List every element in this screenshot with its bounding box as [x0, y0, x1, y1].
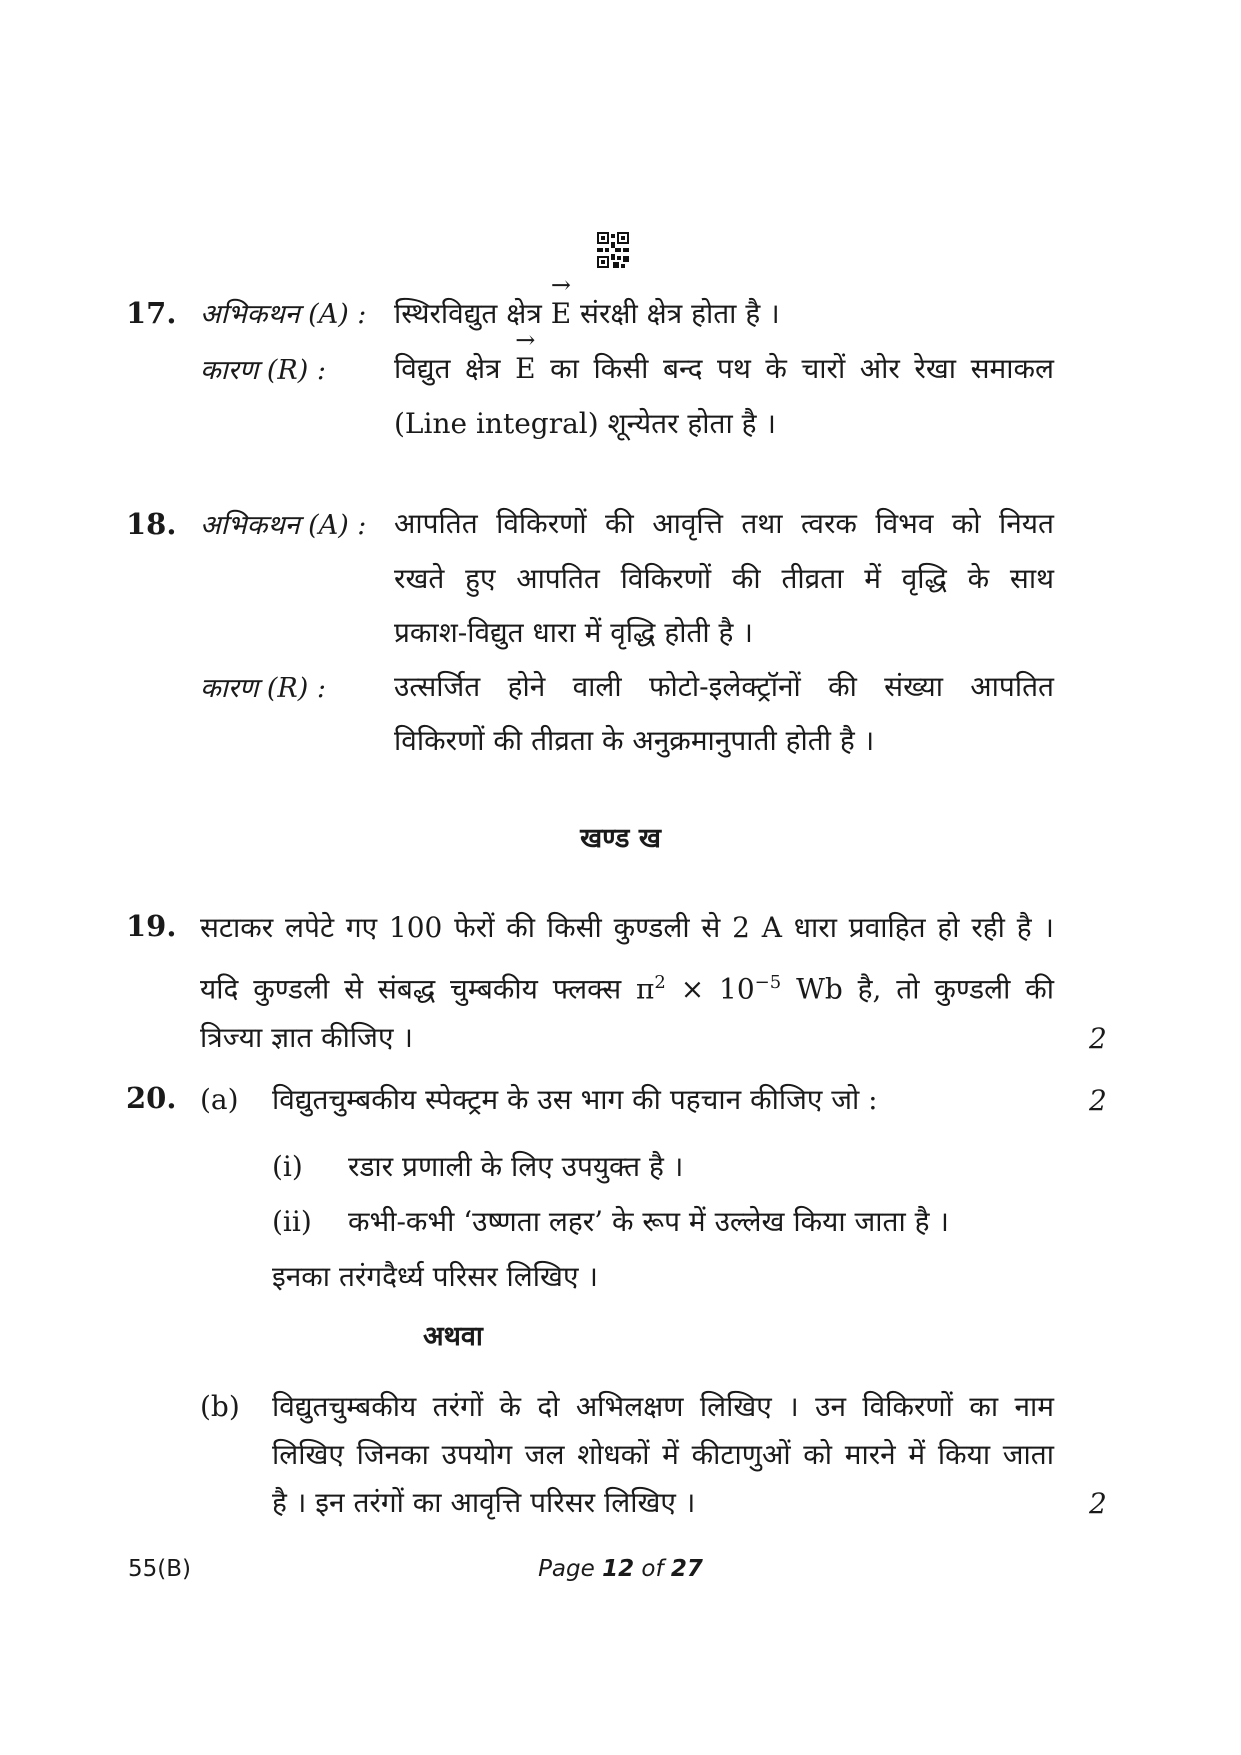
- section-heading: खण्ड ख: [580, 823, 661, 854]
- question-number: 17.: [126, 296, 177, 330]
- page-indicator: Page 12 of 27: [538, 1556, 703, 1582]
- reason-text-line2: विकिरणों की तीव्रता के अनुक्रमानुपाती होती है ।: [394, 724, 875, 757]
- reason-label: कारण (R) :: [200, 673, 326, 704]
- subpart-b-line1: विद्युतचुम्बकीय तरंगों के दो अभिलक्षण लिखिए । उन विकिरणों का नाम: [272, 1390, 1054, 1423]
- subpart-label-a: (a): [200, 1083, 239, 1116]
- qr-code-icon: [597, 232, 629, 268]
- reason-label: कारण (R) :: [200, 355, 326, 386]
- assertion-text-line2: रखते हुए आपतित विकिरणों की तीव्रता में वृद्धि के साथ: [394, 562, 1054, 595]
- assertion-label: अभिकथन (A) :: [200, 510, 367, 541]
- reason-text-line1: विद्युत क्षेत्र → E का किसी बन्द पथ के चारों ओर रेखा समाकल: [394, 341, 1054, 396]
- item-ii-text: कभी-कभी ‘उष्णता लहर’ के रूप में उल्लेख किया जाता है ।: [348, 1205, 950, 1238]
- marks: 2: [1089, 1084, 1107, 1117]
- reason-text-line1: उत्सर्जित होने वाली फोटो-इलेक्ट्रॉनों की संख्या आपतित: [394, 670, 1054, 703]
- marks: 2: [1089, 1022, 1107, 1055]
- subpart-b-line2: लिखिए जिनका उपयोग जल शोधकों में कीटाणुओं को मारने में किया जाता: [272, 1438, 1054, 1471]
- reason-text-line2: (Line integral) शून्येतर होता है ।: [394, 407, 777, 440]
- or-divider: अथवा: [423, 1321, 483, 1352]
- question-text-line1: सटाकर लपेटे गए 100 फेरों की किसी कुण्डली से 2 A धारा प्रवाहित हो रही है ।: [200, 911, 1054, 944]
- assertion-text-line3: प्रकाश-विद्युत धारा में वृद्धि होती है ।: [394, 616, 753, 649]
- item-label-i: (i): [272, 1150, 303, 1183]
- vector-e: → E: [515, 341, 535, 396]
- question-number: 20.: [126, 1081, 177, 1115]
- paper-code: 55(B): [128, 1556, 191, 1582]
- subpart-label-b: (b): [200, 1390, 240, 1423]
- subpart-a-followup: इनका तरंगदैर्ध्य परिसर लिखिए ।: [272, 1260, 598, 1293]
- assertion-text-line1: आपतित विकिरणों की आवृत्ति तथा त्वरक विभव को नियत: [394, 507, 1054, 540]
- question-text-line3: त्रिज्या ज्ञात कीजिए ।: [200, 1021, 413, 1054]
- assertion-text: स्थिरविद्युत क्षेत्र → E संरक्षी क्षेत्र होता है ।: [394, 286, 1054, 341]
- item-label-ii: (ii): [272, 1205, 312, 1238]
- question-number: 18.: [126, 507, 177, 541]
- assertion-label: अभिकथन (A) :: [200, 299, 367, 330]
- item-i-text: रडार प्रणाली के लिए उपयुक्त है ।: [348, 1150, 684, 1183]
- subpart-a-text: विद्युतचुम्बकीय स्पेक्ट्रम के उस भाग की पहचान कीजिए जो :: [272, 1083, 878, 1116]
- question-number: 19.: [126, 909, 177, 943]
- question-text-line2: यदि कुण्डली से संबद्ध चुम्बकीय फ्लक्स $\pi^2 \times 10^{-5}$ Wb है, तो कुण्डली की: [200, 972, 1054, 1006]
- subpart-b-line3: है । इन तरंगों का आवृत्ति परिसर लिखिए ।: [272, 1486, 696, 1519]
- vector-e: → E: [551, 286, 571, 341]
- marks: 2: [1089, 1487, 1107, 1520]
